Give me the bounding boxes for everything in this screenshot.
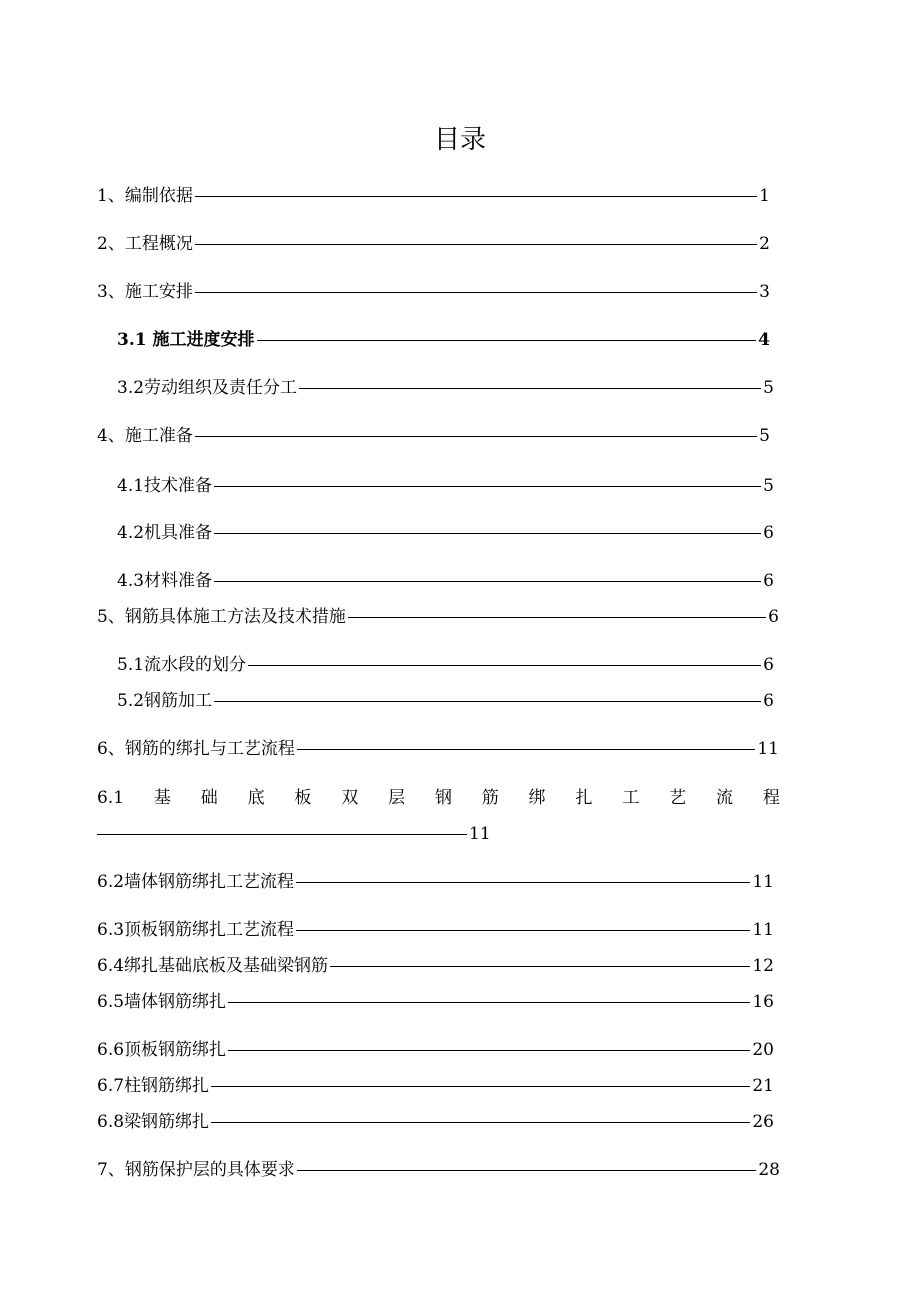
toc-leader (228, 1002, 750, 1003)
toc-entry-char: 双 (341, 788, 359, 808)
toc-entry-page: 6 (763, 691, 774, 711)
toc-entry[interactable] (97, 280, 770, 304)
toc-entry-page: 4 (758, 330, 770, 350)
toc-entry-label: 6.8梁钢筋绑扎 (97, 1112, 210, 1132)
toc-entry-label: 5.1流水段的划分 (117, 655, 247, 675)
toc-entry-label: 6、钢筋的绑扎与工艺流程 (97, 739, 295, 759)
toc-entry[interactable] (97, 232, 770, 256)
toc-entry-label: 6.5墙体钢筋绑扎 (97, 992, 227, 1012)
toc-entry-page: 28 (758, 1160, 780, 1180)
toc-entry-page: 2 (759, 234, 770, 254)
toc-entry-char: 工 (622, 788, 640, 808)
toc-entry[interactable] (97, 1038, 774, 1062)
toc-leader (330, 966, 750, 967)
toc-entry-char: 扎 (575, 788, 593, 808)
toc-entry[interactable] (97, 424, 770, 448)
toc-entry-number: 6.1 (97, 788, 125, 808)
toc-leader (211, 1086, 750, 1087)
toc-entry-page: 5 (759, 426, 770, 446)
toc-entry[interactable] (97, 870, 774, 894)
toc-entry-label: 2、工程概况 (97, 234, 193, 254)
toc-entry-label: 3、施工安排 (97, 282, 193, 302)
toc-entry-page: 26 (752, 1112, 774, 1132)
toc-entry-char: 绑 (528, 788, 546, 808)
toc-leader (214, 581, 761, 582)
toc-entry-page: 1 (759, 186, 770, 206)
toc-leader (257, 340, 757, 341)
toc-leader (195, 292, 757, 293)
toc-entry-char: 层 (388, 788, 406, 808)
toc-entry-label: 6.7柱钢筋绑扎 (97, 1076, 210, 1096)
toc-entry[interactable] (97, 737, 779, 761)
toc-entry-char: 板 (294, 788, 312, 808)
toc-entry-page: 16 (752, 992, 774, 1012)
toc-entry[interactable] (97, 1110, 774, 1134)
toc-leader (296, 882, 750, 883)
toc-entry[interactable] (117, 521, 774, 545)
toc-entry-label: 6.6顶板钢筋绑扎 (97, 1040, 227, 1060)
toc-entry-page: 6 (763, 523, 774, 543)
toc-entry-char: 钢 (434, 788, 452, 808)
toc-leader (299, 388, 761, 389)
toc-entry[interactable] (117, 474, 774, 498)
toc-leader (297, 749, 756, 750)
toc-entry-page: 11 (469, 824, 491, 844)
toc-entry[interactable] (97, 990, 774, 1014)
toc-entry-page: 11 (752, 872, 774, 892)
toc-leader (195, 196, 757, 197)
toc-entry-page: 11 (757, 739, 779, 759)
toc-entry-label: 3.2劳动组织及责任分工 (117, 378, 298, 398)
toc-entry-char: 础 (200, 788, 218, 808)
toc-entry[interactable] (117, 653, 774, 677)
toc-entry-page: 6 (768, 607, 779, 627)
toc-entry-char: 基 (153, 788, 171, 808)
toc-entry[interactable] (97, 1158, 780, 1182)
toc-leader (296, 930, 750, 931)
toc-entry-char: 程 (762, 788, 780, 808)
toc-entry-page: 12 (752, 956, 774, 976)
toc-entry-label: 4.1技术准备 (117, 476, 213, 496)
toc-entry[interactable] (97, 918, 774, 942)
toc-entry-page: 6 (763, 655, 774, 675)
toc-entry[interactable] (97, 605, 779, 629)
toc-entry-label: 4、施工准备 (97, 426, 193, 446)
toc-entry-page: 5 (763, 476, 774, 496)
toc-entry-char: 底 (247, 788, 265, 808)
toc-title: 目录 (433, 125, 486, 155)
toc-leader (195, 244, 757, 245)
toc-entry-label: 4.3材料准备 (117, 571, 213, 591)
toc-entry-page: 21 (752, 1076, 774, 1096)
toc-leader (348, 617, 766, 618)
toc-leader (214, 701, 761, 702)
toc-entry[interactable] (117, 689, 774, 713)
toc-entry-label: 3.1 施工进度安排 (117, 330, 255, 350)
toc-entry-label: 6.3顶板钢筋绑扎工艺流程 (97, 920, 295, 940)
toc-entry-char: 筋 (481, 788, 499, 808)
toc-leader (297, 1170, 757, 1171)
toc-leader (97, 834, 467, 835)
toc-leader (214, 533, 761, 534)
toc-entry-label: 4.2机具准备 (117, 523, 213, 543)
toc-entry[interactable] (97, 184, 770, 208)
toc-leader (214, 486, 761, 487)
toc-entry[interactable] (117, 376, 774, 400)
toc-entry-page: 20 (752, 1040, 774, 1060)
toc-entry[interactable] (97, 954, 774, 978)
toc-entry-label: 5、钢筋具体施工方法及技术措施 (97, 607, 346, 627)
toc-leader (211, 1122, 750, 1123)
toc-entry-label: 6.4绑扎基础底板及基础梁钢筋 (97, 956, 329, 976)
toc-entry-page: 11 (752, 920, 774, 940)
toc-entry-char: 艺 (669, 788, 687, 808)
toc-entry[interactable] (117, 569, 774, 593)
toc-entry-spread-leader[interactable] (97, 822, 491, 846)
toc-entry[interactable] (97, 1074, 774, 1098)
toc-entry-label: 7、钢筋保护层的具体要求 (97, 1160, 295, 1180)
toc-entry-page: 3 (759, 282, 770, 302)
toc-entry-label: 5.2钢筋加工 (117, 691, 213, 711)
toc-entry-spread[interactable] (97, 786, 780, 810)
toc-leader (228, 1050, 750, 1051)
toc-entry-page: 6 (763, 571, 774, 591)
toc-leader (248, 665, 761, 666)
toc-entry-char: 流 (716, 788, 734, 808)
toc-entry[interactable] (117, 328, 770, 352)
toc-entry-page: 5 (763, 378, 774, 398)
toc-leader (195, 436, 757, 437)
toc-entry-label: 1、编制依据 (97, 186, 193, 206)
toc-entry-label: 6.2墙体钢筋绑扎工艺流程 (97, 872, 295, 892)
